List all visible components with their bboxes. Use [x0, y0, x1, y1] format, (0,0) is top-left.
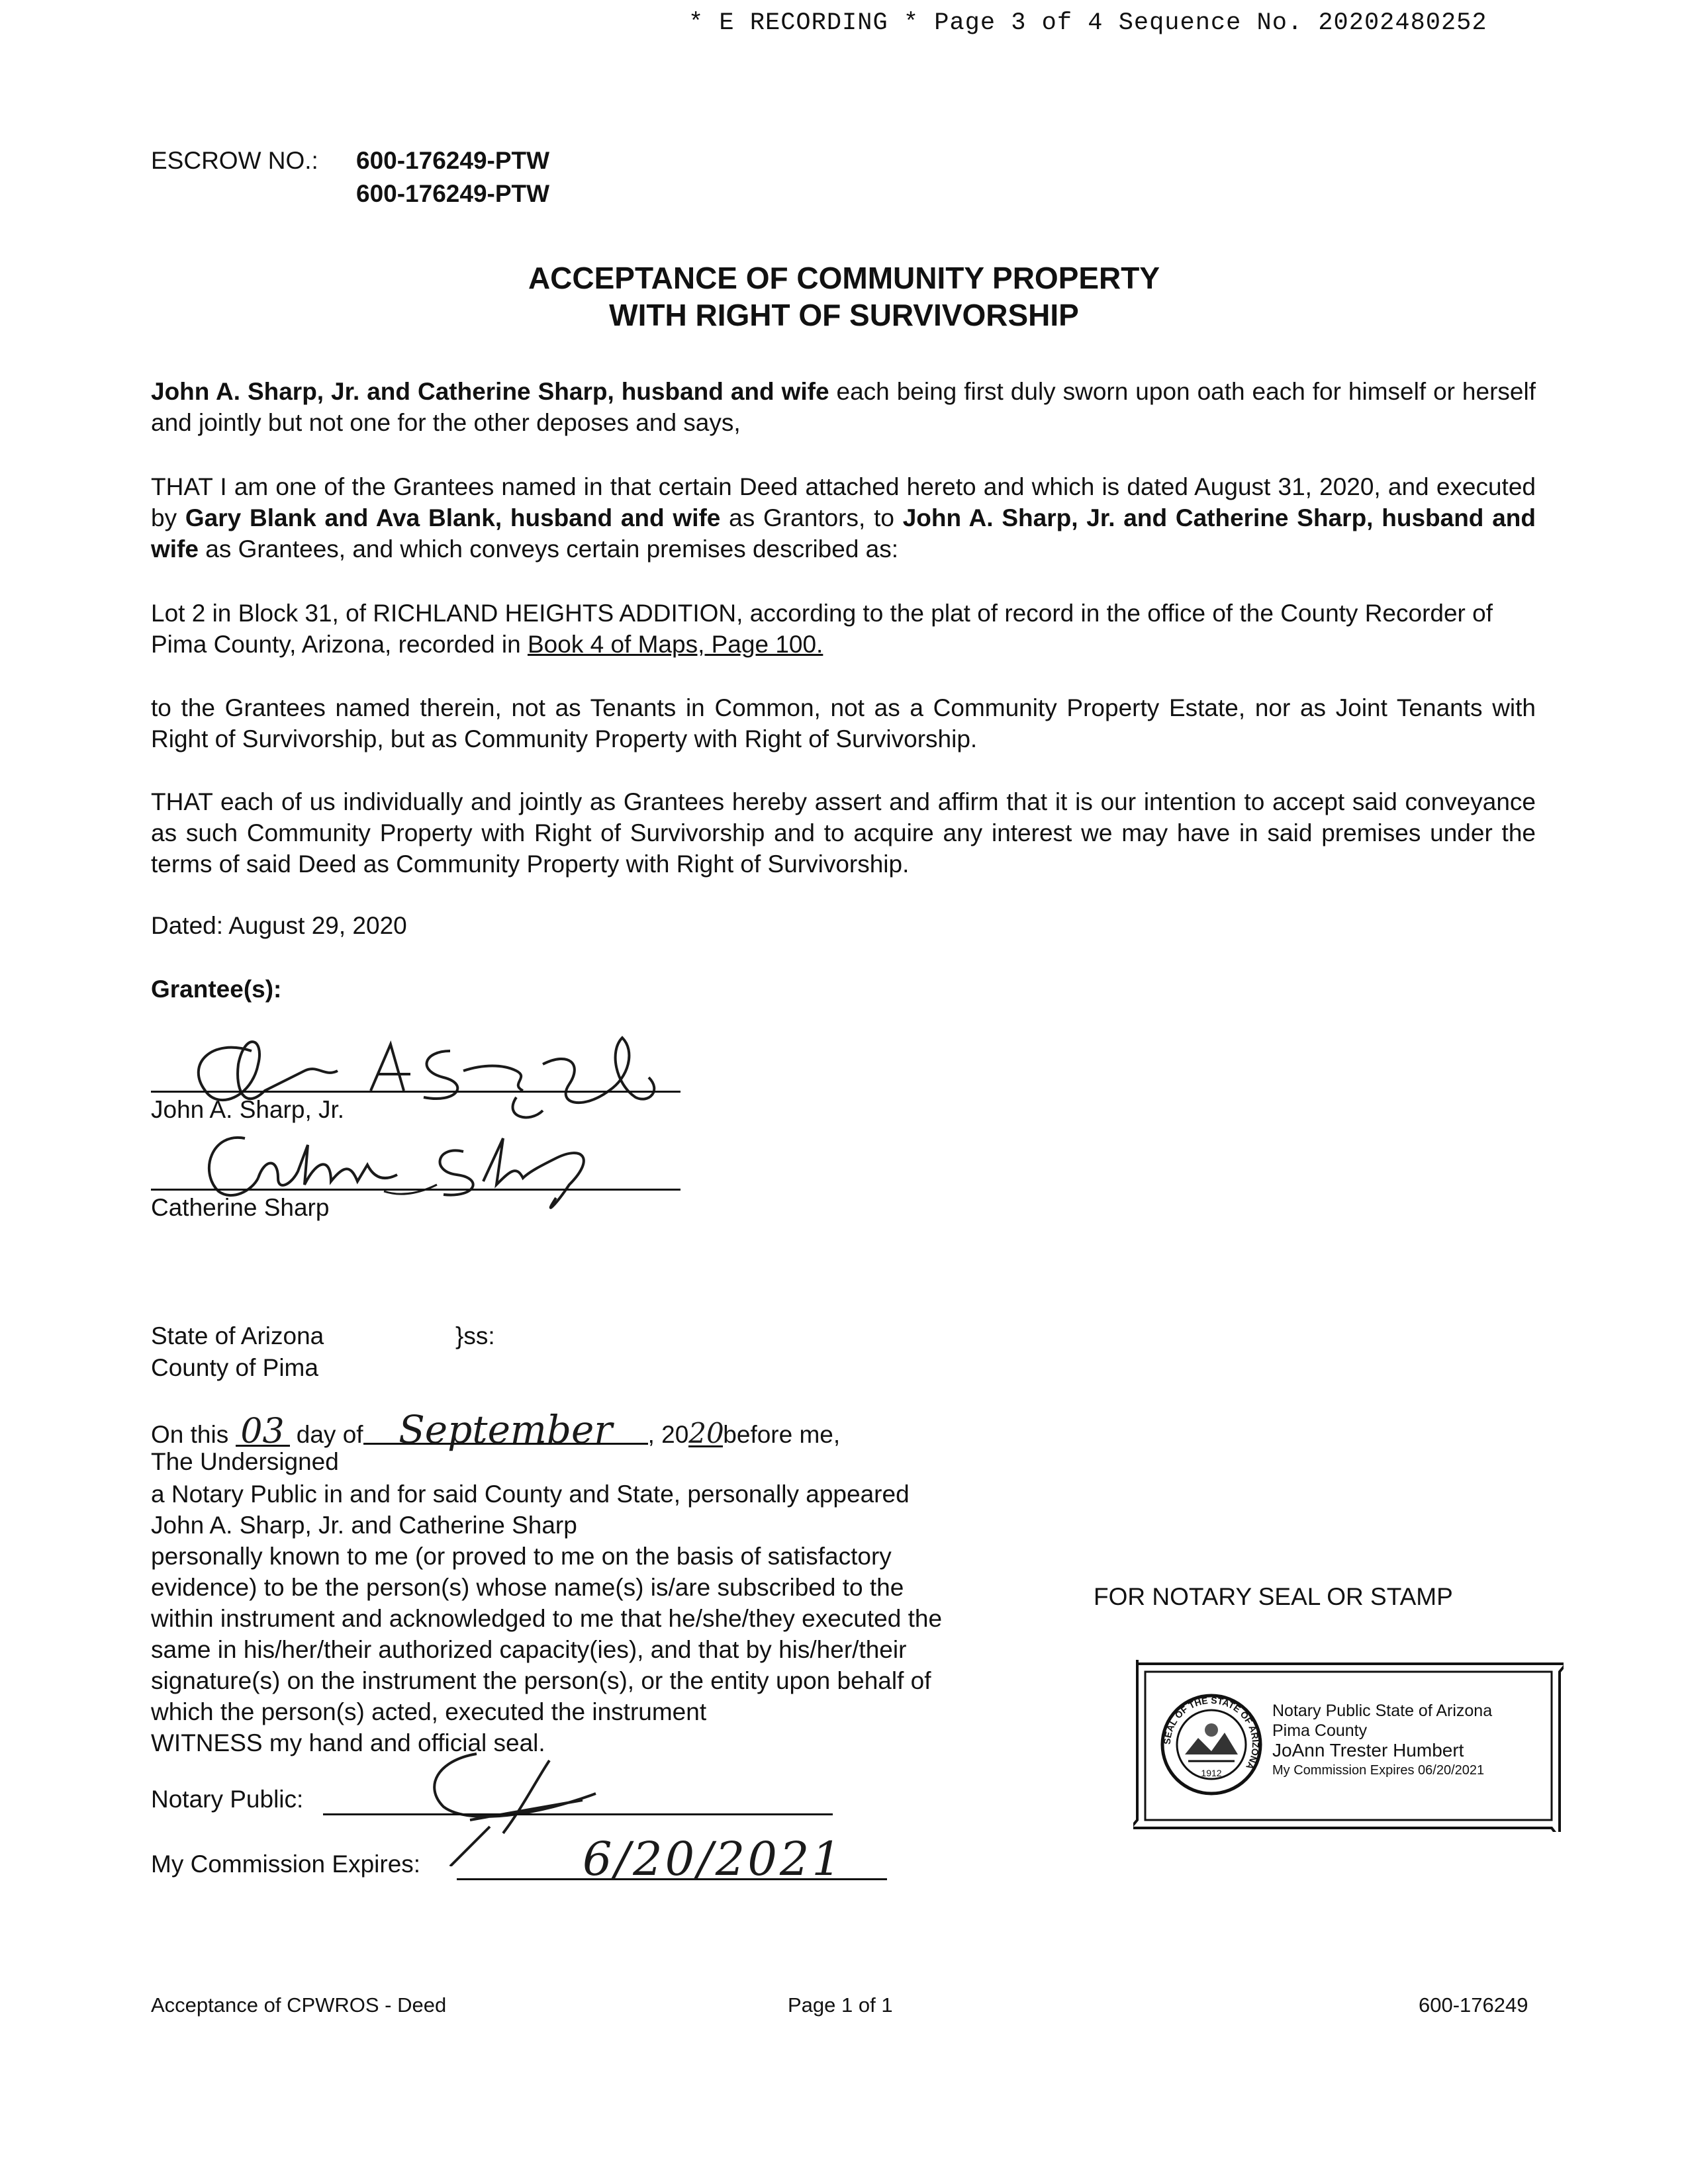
p2-text-a: THAT I am one of the Grantees named in that certain Deed attached hereto and which is dated August 31, 2020, and executed by	[151, 473, 1536, 531]
paragraph-affirmation	[151, 786, 1536, 880]
undersigned-label: The Undersigned	[151, 1448, 339, 1475]
paragraph-deponents	[151, 376, 1536, 438]
stamp-line-1: Notary Public State of Arizona	[1272, 1702, 1493, 1720]
signer-1-name: John A. Sharp, Jr.	[151, 1096, 345, 1123]
year-value: 20	[688, 1417, 724, 1449]
venue-county: County of Pima	[151, 1354, 318, 1381]
ack-line-6: same in his/her/their authorized capacity(ies), and that by his/her/their	[151, 1636, 907, 1663]
notary-public-label: Notary Public:	[151, 1786, 304, 1813]
before-me-label: before me,	[723, 1421, 841, 1448]
deponents-names: John A. Sharp, Jr. and Catherine Sharp, husband and wife	[151, 378, 829, 405]
p5-text: THAT each of us individually and jointly as Grantees hereby assert and affirm that it is our intention to accept said conveyance as such Community Property with Right of Survivorship and to acquire any interest we may have in said premises under the terms of said Deed as Community Property with Right of Survivorship.	[151, 788, 1536, 878]
acknowledgment-date-line	[151, 1407, 841, 1452]
ack-line-3: personally known to me (or proved to me on the basis of satisfactory	[151, 1543, 892, 1570]
day-value: 03	[236, 1418, 290, 1447]
ack-line-2: John A. Sharp, Jr. and Catherine Sharp	[151, 1512, 577, 1539]
ack-line-7: signature(s) on the instrument the person(s), or the entity upon behalf of	[151, 1667, 931, 1694]
dated-line: Dated: August 29, 2020	[151, 912, 407, 939]
paragraph-tenancy	[151, 692, 1536, 754]
stamp-text	[1272, 1701, 1492, 1780]
stamp-line-3: JoAnn Trester Humbert	[1272, 1740, 1464, 1760]
stamp-line-2: Pima County	[1272, 1721, 1368, 1740]
p4-text: to the Grantees named therein, not as Tenants in Common, not as a Community Property Estate, nor as Joint Tenants with Right of Survivorship, but as Community Property with Right of Survivorship.	[151, 694, 1536, 752]
footer-escrow-number: 600-176249	[1419, 1993, 1528, 2017]
seal-year: 1912	[1201, 1768, 1222, 1778]
ack-line-8: which the person(s) acted, executed the instrument	[151, 1698, 707, 1725]
ack-line-4: evidence) to be the person(s) whose name(s) is/are subscribed to the	[151, 1574, 904, 1601]
ack-line-1: a Notary Public in and for said County and State, personally appeared	[151, 1480, 910, 1508]
title-line-1: ACCEPTANCE OF COMMUNITY PROPERTY	[528, 261, 1160, 295]
p3-text: Lot 2 in Block 31, of RICHLAND HEIGHTS ADDITION, according to the plat of record in the office of the County Recorder of Pima County, Arizona, recorded in	[151, 600, 1493, 658]
footer-page-number: Page 1 of 1	[788, 1993, 893, 2017]
signer-2-name: Catherine Sharp	[151, 1194, 330, 1221]
footer-document-name: Acceptance of CPWROS - Deed	[151, 1993, 447, 2017]
escrow-number-1: 600-176249-PTW	[356, 147, 550, 174]
paragraph-legal-description	[151, 598, 1536, 660]
venue-state: State of Arizona	[151, 1322, 324, 1349]
document-title	[0, 259, 1688, 334]
title-line-2: WITH RIGHT OF SURVIVORSHIP	[609, 298, 1079, 332]
p2-text-e: as Grantees, and which conveys certain premises described as:	[198, 535, 899, 563]
venue-ss: }ss:	[455, 1322, 495, 1349]
acknowledgment-body	[151, 1479, 1078, 1758]
recording-header: * E RECORDING * Page 3 of 4 Sequence No. 20202480252	[688, 9, 1487, 37]
commission-label: My Commission Expires:	[151, 1850, 421, 1878]
grantees-label: Grantee(s):	[151, 976, 282, 1003]
month-value: September	[363, 1416, 648, 1445]
notary-stamp	[1133, 1660, 1564, 1832]
day-of-label: day of	[296, 1421, 363, 1448]
ack-line-5: within instrument and acknowledged to me that he/she/they executed the	[151, 1605, 943, 1632]
commission-expiry-value: 6/20/2021	[583, 1832, 844, 1886]
p2-text-c: as Grantors, to	[720, 504, 903, 531]
escrow-label: ESCROW NO.:	[151, 147, 318, 174]
paragraph-deed	[151, 471, 1536, 565]
seal-ring-text: SEAL OF THE STATE OF ARIZONA	[1161, 1694, 1262, 1772]
notary-signature-line	[323, 1813, 833, 1815]
escrow-number-2: 600-176249-PTW	[356, 180, 550, 207]
grantees-names: John A. Sharp, Jr. and Catherine Sharp, husband and wife	[151, 504, 1536, 563]
p1-text: each being first duly sworn upon oath each for himself or herself and jointly but not one for the other deposes and says,	[151, 378, 1536, 436]
signature-line-2	[151, 1189, 680, 1191]
stamp-line-4: My Commission Expires 06/20/2021	[1272, 1763, 1485, 1778]
seal-heading: FOR NOTARY SEAL OR STAMP	[1094, 1583, 1453, 1610]
year-prefix: , 20	[647, 1421, 689, 1448]
signature-line-1	[151, 1091, 680, 1093]
grantors-names: Gary Blank and Ava Blank, husband and wife	[185, 504, 721, 531]
ack-line-9: WITNESS my hand and official seal.	[151, 1729, 545, 1756]
map-reference: Book 4 of Maps, Page 100.	[527, 631, 823, 658]
on-this-label: On this	[151, 1421, 229, 1448]
arizona-seal	[1158, 1692, 1264, 1797]
